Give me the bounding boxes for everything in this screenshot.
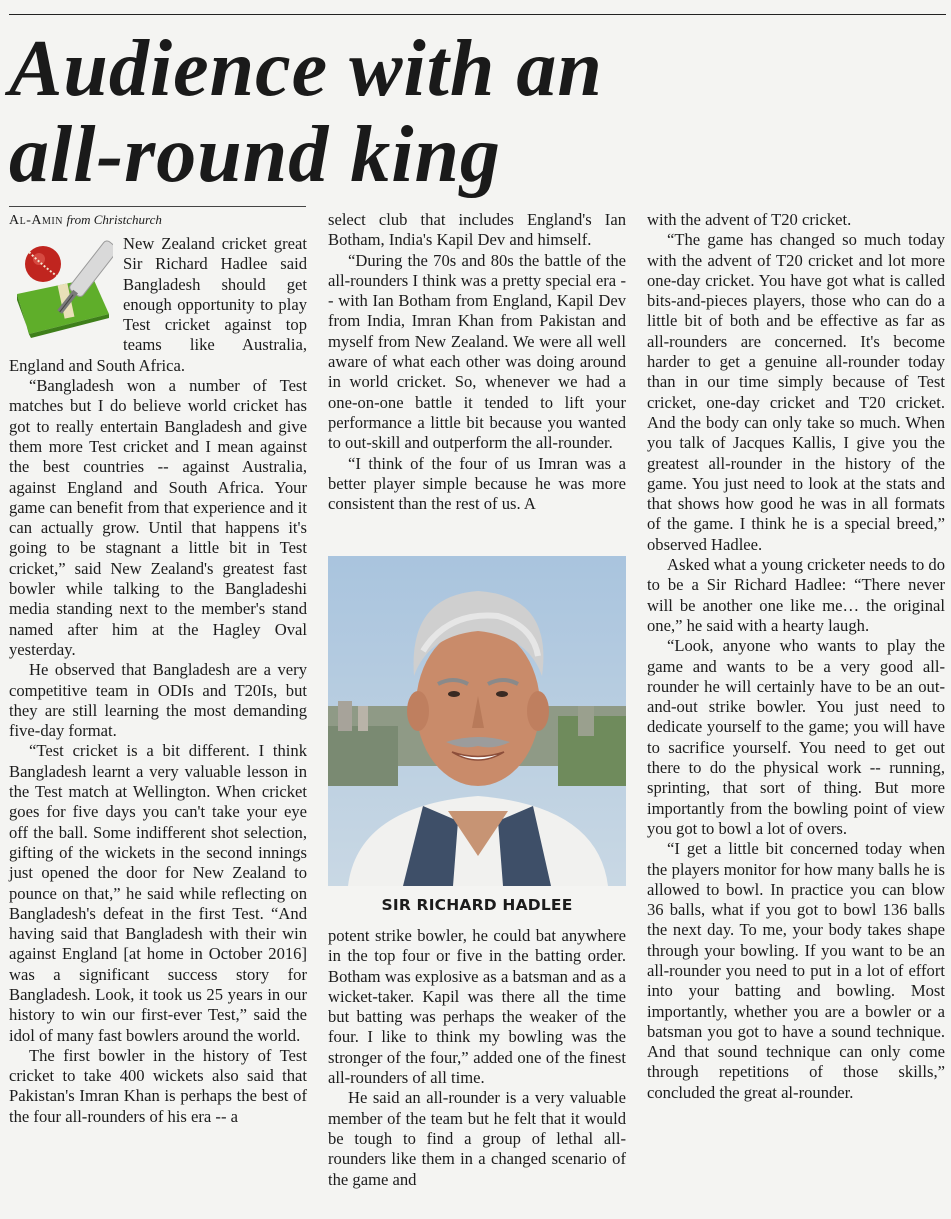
- headline: [9, 26, 729, 198]
- article-paragraph: Asked what a young cricketer needs to do to be a Sir Richard Hadlee: “There never will be another one like me… the original one,” he said with a hearty laugh.: [647, 555, 945, 635]
- article-paragraph: He said an all-rounder is a very valuable member of the team but he felt that it would be tough to find a group of lethal all-rounders like them in a changed scenario of the game and: [328, 1088, 626, 1189]
- photo-caption: SIR RICHARD HADLEE: [381, 896, 573, 914]
- portrait-photo: [328, 556, 626, 886]
- article-paragraph: [9, 234, 307, 376]
- headline-line-1: Audience with an: [9, 25, 603, 113]
- article-paragraph: “I get a little bit concerned today when the players monitor for how many balls he is allowed to bowl. In practice you can blow 36 balls, what if you got to bowl 136 balls the next day. To me, your body takes shape through your bowling. If you want to be an all-rounder you need to put in a lot of effort into your batting and bowling. Most importantly, whether you are a bowler or a batsman you got to have a sound technique. And that sound technique can only come through repetitions of those skills,” concluded the great al-rounder.: [647, 839, 945, 1102]
- article-column-2-bottom: [328, 926, 626, 1190]
- article-paragraph: “Test cricket is a bit different. I think Bangladesh learnt a very valuable lesson in the Test match at Wellington. When cricket goes for five days you can't take your eye off the ball. Some indifferent shot selection, gifting of the wickets in the second innings just opened the door for New Zealand to pounce on that,” he said while reflecting on Bangladesh's defeat in the first Test. “And having said that Bangladesh with their win against England [at home in October 2016] was a significant success story for Bangladesh. Look, it took us 25 years in our history to win our first-ever Test,” said the idol of many fast bowlers around the world.: [9, 741, 307, 1045]
- top-rule: [9, 14, 946, 15]
- article-paragraph: select club that includes England's Ian Botham, India's Kapil Dev and himself.: [328, 210, 626, 250]
- article-column-2-top: [328, 210, 626, 514]
- cricket-ball-bat-icon: [9, 234, 113, 342]
- article-paragraph: He observed that Bangladesh are a very competitive team in ODIs and T20Is, but they are still learning the most demanding five-day format.: [9, 660, 307, 741]
- article-paragraph: with the advent of T20 cricket.: [647, 210, 852, 229]
- paragraph-text: New Zealand cricket great Sir Richard Hadlee said Bangladesh should get enough opportunity to play Test cricket against top teams like Australia, England and South Africa.: [9, 234, 307, 375]
- article-column-1: [9, 234, 307, 1127]
- article-paragraph: The first bowler in the history of Test cricket to take 400 wickets also said that Pakistan's Imran Khan is perhaps the best of the four all-rounders of his era -- a: [9, 1045, 307, 1126]
- byline: [9, 211, 162, 230]
- headline-line-2: all-round king: [9, 111, 501, 199]
- byline-location: from Christchurch: [66, 212, 162, 227]
- byline-author: Al-Amin: [9, 213, 63, 228]
- article-column-3: [647, 210, 945, 1103]
- article-paragraph: “Look, anyone who wants to play the game and wants to be a very good all-rounder he will certainly have to be an out-and-out strike bowler. You just need to dedicate yourself to the game; you will have to sacrifice yourself. You need to get out there to do the physical work -- running, sprinting, that sort of thing. But more importantly from the bowling point of view you got to bowl a lot of overs.: [647, 636, 945, 838]
- article-paragraph: “The game has changed so much today with the advent of T20 cricket and lot more one-day cricket. You have got what is called bits-and-pieces players, those who can do a little bit of both and be effective as far as all-rounders are concerned. It's become harder to get a genuine all-rounder today than in our time simply because of Test cricket, one-day cricket and T20 cricket. And the body can only take so much. When you talk of Jacques Kallis, I give you the greatest all-rounder in the history of the game. You just need to look at the stats and that shows how good he was in all formats of the game. I think he is a special breed,” observed Hadlee.: [647, 230, 945, 554]
- article-paragraph: “During the 70s and 80s the battle of the all-rounders I think was a pretty special era -- with Ian Botham from England, Kapil Dev from India, Imran Khan from Pakistan and myself from New Zealand. We were all well aware of what each other was doing around in world cricket. So, whenever we had a one-on-one battle it tended to lift your performance a little bit because you wanted to out-skill and outperform the all-rounder.: [328, 250, 626, 453]
- byline-rule: [9, 206, 306, 207]
- article-paragraph: “I think of the four of us Imran was a better player simple because he was more consistent than the rest of us. A: [328, 453, 626, 514]
- article-paragraph: “Bangladesh won a number of Test matches but I do believe world cricket has got to really entertain Bangladesh and give them more Test cricket and I mean against the best countries -- against Australia, against England and South Africa. Your game can benefit from that experience and it can actually grow. Until that happens it's going to be stagnant a little bit in Test cricket,” said New Zealand's greatest fast bowler while talking to the Bangladeshi media standing next to the member's stand named after him at the Hagley Oval yesterday.: [9, 376, 307, 659]
- article-paragraph: potent strike bowler, he could bat anywhere in the top four or five in the batting order. Botham was explosive as a batsman and as a wicket-taker. Kapil was there all the time but batting was perhaps the weaker of the four. I like to think my bowling was the stronger of the four,” added one of the finest all-rounders of all time.: [328, 926, 626, 1088]
